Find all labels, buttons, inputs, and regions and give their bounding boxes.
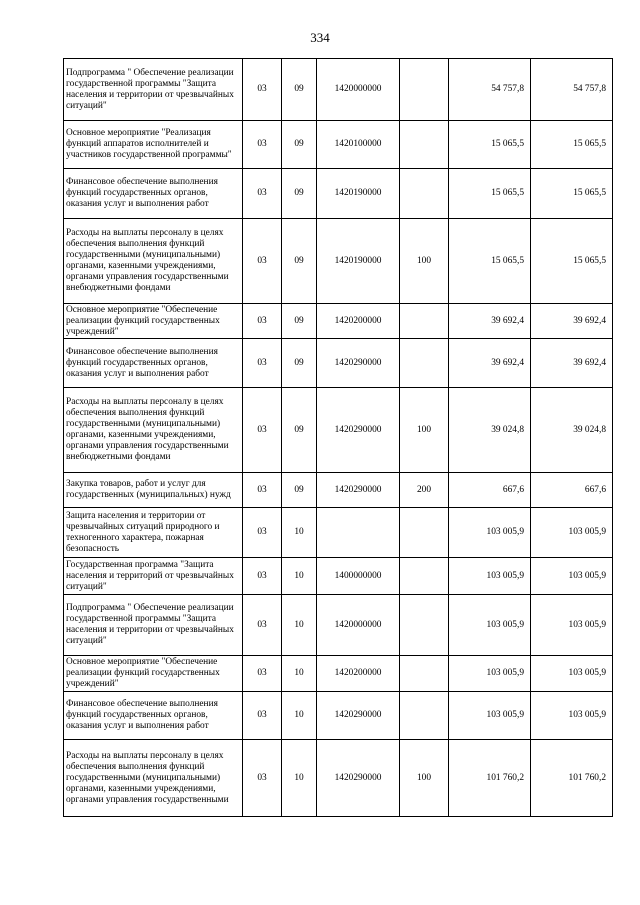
row-amount-1: 101 760,2 <box>449 740 531 817</box>
row-subsection-code: 10 <box>282 740 317 817</box>
row-subsection-code: 10 <box>282 692 317 740</box>
row-expense-type-code: 100 <box>400 388 449 473</box>
row-subsection-code: 09 <box>282 304 317 339</box>
row-amount-1: 103 005,9 <box>449 508 531 558</box>
budget-table <box>63 58 613 817</box>
row-subsection-code: 09 <box>282 169 317 219</box>
row-section-code: 03 <box>243 558 282 595</box>
row-name-cell: Государственная программа "Защита населения и территорий от чрезвычайных ситуаций" <box>64 558 243 595</box>
row-subsection-code: 09 <box>282 219 317 304</box>
row-amount-1: 39 692,4 <box>449 304 531 339</box>
row-expense-type-code <box>400 508 449 558</box>
row-section-code: 03 <box>243 692 282 740</box>
table-row <box>64 339 613 388</box>
row-expense-type-code <box>400 121 449 169</box>
table-row <box>64 473 613 508</box>
row-subsection-code: 10 <box>282 558 317 595</box>
row-expense-type-code <box>400 169 449 219</box>
row-name-cell: Финансовое обеспечение выполнения функций государственных органов, оказания услуг и выполнения работ <box>64 692 243 740</box>
row-section-code: 03 <box>243 121 282 169</box>
row-expense-type-code <box>400 339 449 388</box>
row-amount-1: 54 757,8 <box>449 59 531 121</box>
row-section-code: 03 <box>243 169 282 219</box>
row-expense-type-code: 100 <box>400 219 449 304</box>
row-amount-1: 103 005,9 <box>449 656 531 692</box>
row-expense-type-code <box>400 692 449 740</box>
row-amount-1: 15 065,5 <box>449 219 531 304</box>
row-amount-2: 39 692,4 <box>531 304 613 339</box>
row-amount-1: 39 024,8 <box>449 388 531 473</box>
row-name-cell: Основное мероприятие "Обеспечение реализации функций государственных учреждений" <box>64 304 243 339</box>
table-row <box>64 508 613 558</box>
row-amount-2: 103 005,9 <box>531 558 613 595</box>
row-subsection-code: 10 <box>282 656 317 692</box>
row-expense-type-code: 200 <box>400 473 449 508</box>
row-section-code: 03 <box>243 219 282 304</box>
table-row <box>64 219 613 304</box>
row-section-code: 03 <box>243 740 282 817</box>
row-target-article-code: 1420290000 <box>317 692 400 740</box>
row-amount-1: 667,6 <box>449 473 531 508</box>
row-subsection-code: 09 <box>282 339 317 388</box>
row-target-article-code: 1420200000 <box>317 304 400 339</box>
row-expense-type-code <box>400 595 449 656</box>
row-amount-2: 54 757,8 <box>531 59 613 121</box>
table-row <box>64 558 613 595</box>
row-expense-type-code <box>400 304 449 339</box>
row-section-code: 03 <box>243 59 282 121</box>
row-target-article-code: 1420290000 <box>317 339 400 388</box>
row-target-article-code: 1420000000 <box>317 595 400 656</box>
row-target-article-code <box>317 508 400 558</box>
row-amount-2: 103 005,9 <box>531 508 613 558</box>
row-amount-1: 15 065,5 <box>449 169 531 219</box>
table-row <box>64 169 613 219</box>
row-section-code: 03 <box>243 388 282 473</box>
row-amount-1: 15 065,5 <box>449 121 531 169</box>
row-amount-1: 39 692,4 <box>449 339 531 388</box>
row-name-cell: Основное мероприятие "Обеспечение реализации функций государственных учреждений" <box>64 656 243 692</box>
row-subsection-code: 10 <box>282 595 317 656</box>
row-name-cell: Основное мероприятие "Реализация функций аппаратов исполнителей и участников государственной программы" <box>64 121 243 169</box>
row-expense-type-code <box>400 59 449 121</box>
row-subsection-code: 10 <box>282 508 317 558</box>
row-name-cell: Расходы на выплаты персоналу в целях обеспечения выполнения функций государственными (муниципальными) органами, казенными учреждениями, органами управления государственными внебюджетными фондами <box>64 219 243 304</box>
row-amount-2: 15 065,5 <box>531 169 613 219</box>
page-number: 334 <box>310 30 330 45</box>
row-name-cell: Защита населения и территории от чрезвычайных ситуаций природного и техногенного характера, пожарная безопасность <box>64 508 243 558</box>
row-expense-type-code <box>400 656 449 692</box>
row-name-cell: Финансовое обеспечение выполнения функций государственных органов, оказания услуг и выполнения работ <box>64 169 243 219</box>
row-subsection-code: 09 <box>282 473 317 508</box>
row-amount-1: 103 005,9 <box>449 595 531 656</box>
table-row <box>64 740 613 817</box>
row-target-article-code: 1420100000 <box>317 121 400 169</box>
row-expense-type-code: 100 <box>400 740 449 817</box>
table-row <box>64 59 613 121</box>
row-amount-2: 15 065,5 <box>531 219 613 304</box>
row-section-code: 03 <box>243 473 282 508</box>
row-amount-1: 103 005,9 <box>449 558 531 595</box>
row-target-article-code: 1400000000 <box>317 558 400 595</box>
row-subsection-code: 09 <box>282 59 317 121</box>
row-target-article-code: 1420290000 <box>317 740 400 817</box>
row-name-cell: Расходы на выплаты персоналу в целях обеспечения выполнения функций государственными (муниципальными) органами, казенными учреждениями, органами управления государственными <box>64 740 243 817</box>
table-row <box>64 388 613 473</box>
row-subsection-code: 09 <box>282 121 317 169</box>
row-target-article-code: 1420190000 <box>317 169 400 219</box>
row-section-code: 03 <box>243 508 282 558</box>
row-section-code: 03 <box>243 656 282 692</box>
row-name-cell: Расходы на выплаты персоналу в целях обеспечения выполнения функций государственными (муниципальными) органами, казенными учреждениями, органами управления государственными внебюджетными фондами <box>64 388 243 473</box>
row-amount-2: 39 024,8 <box>531 388 613 473</box>
row-target-article-code: 1420290000 <box>317 388 400 473</box>
row-section-code: 03 <box>243 595 282 656</box>
row-name-cell: Закупка товаров, работ и услуг для государственных (муниципальных) нужд <box>64 473 243 508</box>
row-amount-2: 103 005,9 <box>531 595 613 656</box>
row-subsection-code: 09 <box>282 388 317 473</box>
row-amount-1: 103 005,9 <box>449 692 531 740</box>
table-row <box>64 692 613 740</box>
table-row <box>64 656 613 692</box>
row-amount-2: 101 760,2 <box>531 740 613 817</box>
row-amount-2: 39 692,4 <box>531 339 613 388</box>
row-amount-2: 15 065,5 <box>531 121 613 169</box>
row-target-article-code: 1420200000 <box>317 656 400 692</box>
row-name-cell: Подпрограмма " Обеспечение реализации государственной программы "Защита населения и территории от чрезвычайных ситуаций" <box>64 595 243 656</box>
row-amount-2: 103 005,9 <box>531 656 613 692</box>
row-name-cell: Финансовое обеспечение выполнения функций государственных органов, оказания услуг и выполнения работ <box>64 339 243 388</box>
row-target-article-code: 1420290000 <box>317 473 400 508</box>
row-target-article-code: 1420190000 <box>317 219 400 304</box>
row-section-code: 03 <box>243 339 282 388</box>
row-expense-type-code <box>400 558 449 595</box>
table-row <box>64 304 613 339</box>
table-row <box>64 595 613 656</box>
row-target-article-code: 1420000000 <box>317 59 400 121</box>
row-name-cell: Подпрограмма " Обеспечение реализации государственной программы "Защита населения и территории от чрезвычайных ситуаций" <box>64 59 243 121</box>
row-section-code: 03 <box>243 304 282 339</box>
table-row <box>64 121 613 169</box>
row-amount-2: 103 005,9 <box>531 692 613 740</box>
row-amount-2: 667,6 <box>531 473 613 508</box>
